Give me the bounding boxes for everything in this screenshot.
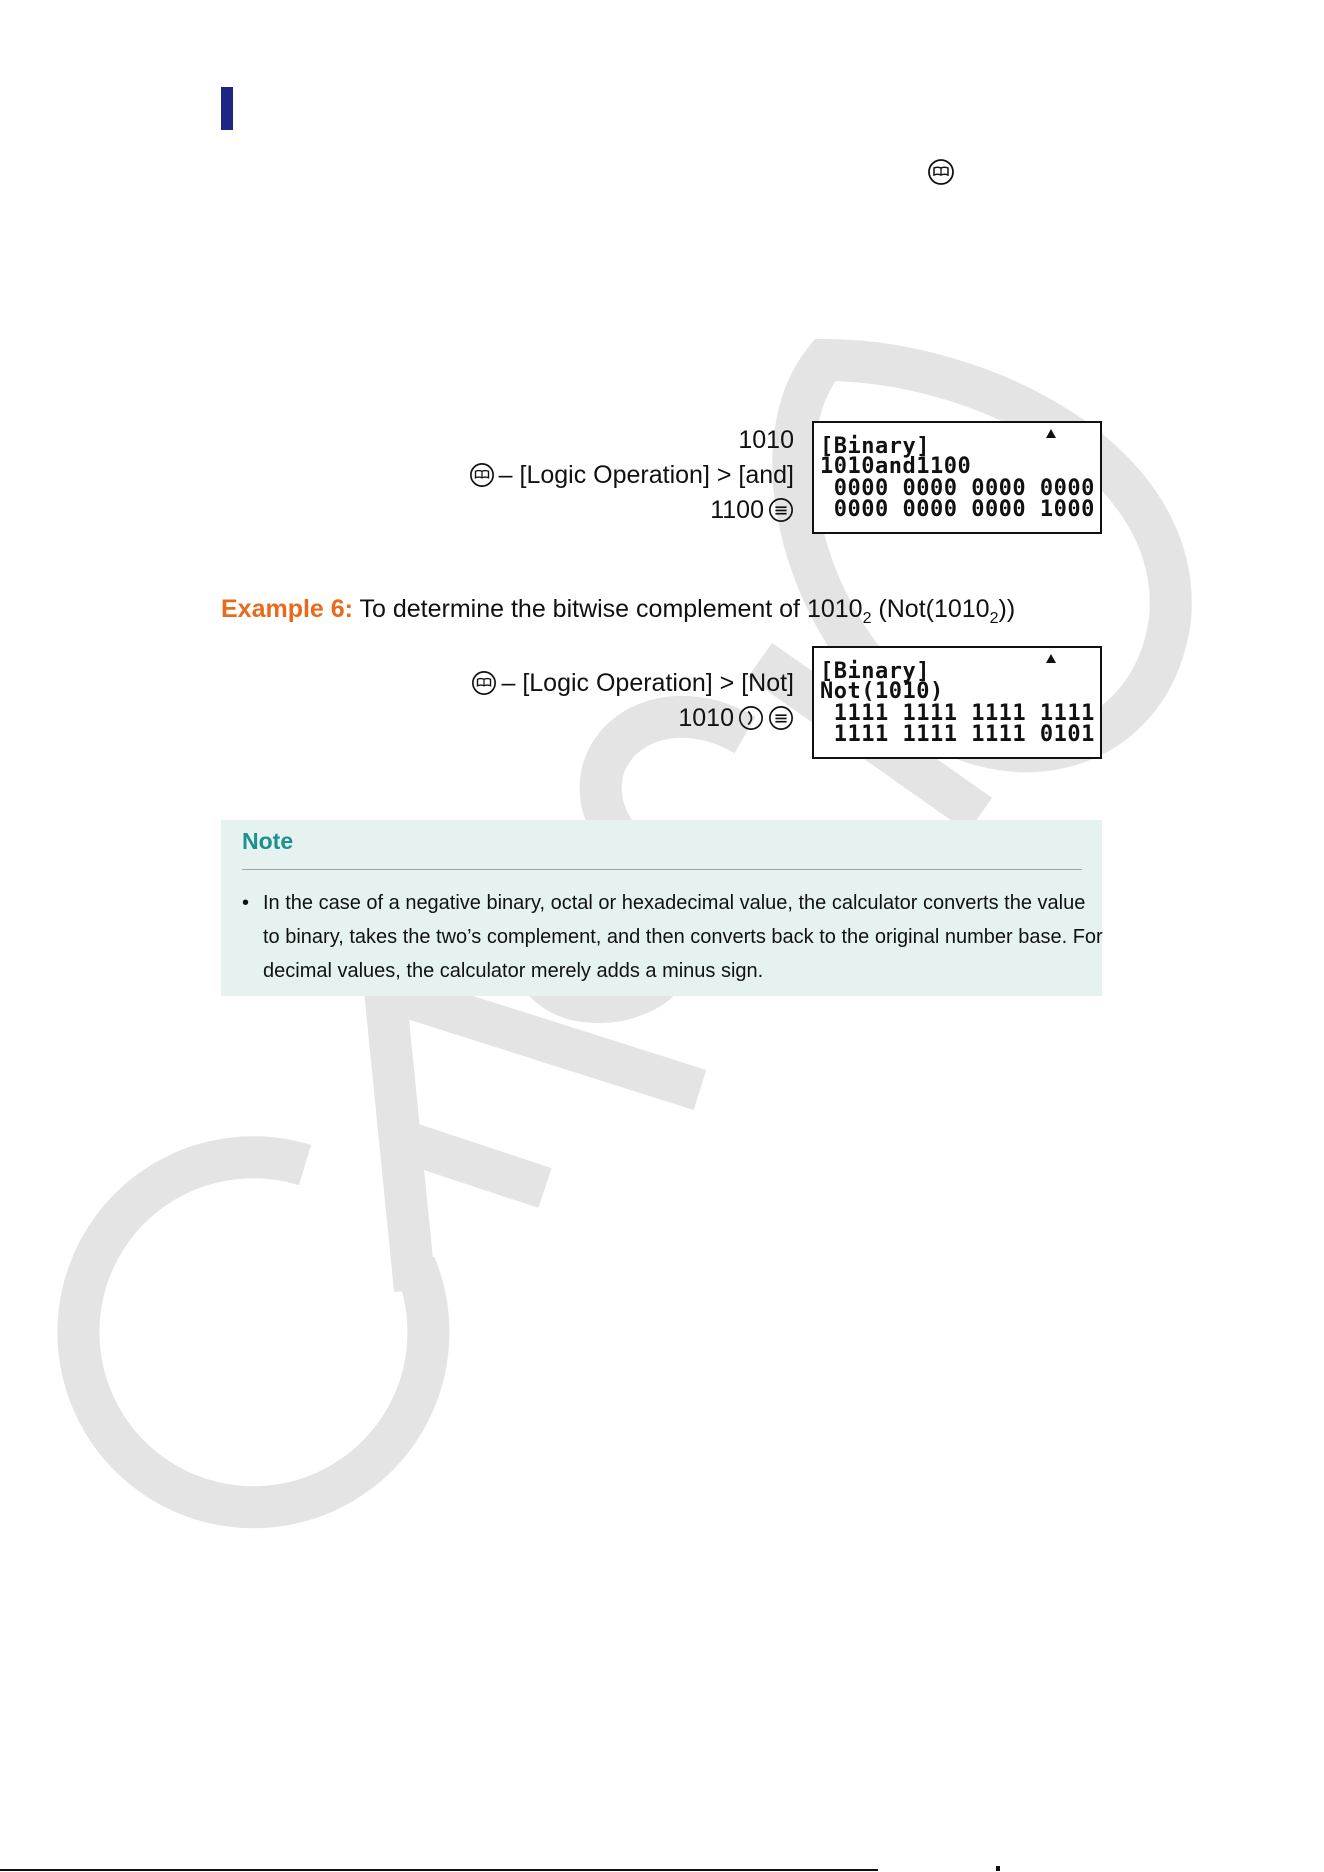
step-line-1100 xyxy=(710,495,794,525)
screen-line: 0000 0000 0000 0000 xyxy=(820,476,1095,501)
catalog-key-icon xyxy=(469,462,495,488)
step-text: 1100 xyxy=(710,496,764,524)
screen-line: Not(1010) xyxy=(820,679,944,704)
step-text: 1010 xyxy=(738,426,794,454)
scroll-up-indicator-icon xyxy=(1046,654,1056,663)
scroll-up-indicator-icon xyxy=(1046,429,1056,438)
screen-line: [Binary] xyxy=(820,659,930,684)
example-text: (Not(1010 xyxy=(871,595,990,623)
footer-mark xyxy=(996,1866,1000,1871)
example-text: To determine the bitwise complement of 1010 xyxy=(353,595,863,623)
example-label: Example 6: xyxy=(221,595,354,623)
note-bullet: • xyxy=(242,892,250,914)
step-text: – [Logic Operation] > [Not] xyxy=(501,669,794,697)
note-text: In the case of a negative binary, octal or hexadecimal value, the calculator converts the value to binary, takes the two’s complement, and then converts back to the original number base. For decimal values, the calculator merely adds a minus sign. xyxy=(263,892,1103,982)
step-text: – [Logic Operation] > [and] xyxy=(498,461,794,489)
step-line-not xyxy=(471,668,794,698)
note-divider xyxy=(242,869,1082,870)
footer-rule xyxy=(0,1869,878,1871)
section-marker-bar xyxy=(221,87,233,130)
note-title: Note xyxy=(242,828,294,854)
screen-line: 1111 1111 1111 1111 xyxy=(820,701,1095,726)
catalog-key-icon xyxy=(927,158,955,191)
equals-key-icon xyxy=(768,705,794,731)
equals-key-icon xyxy=(768,497,794,523)
subscript: 2 xyxy=(989,610,999,627)
step-line-1010-paren xyxy=(678,703,794,733)
step-text: 1010 xyxy=(678,704,734,732)
example-text: )) xyxy=(998,595,1016,623)
note-box xyxy=(221,820,1102,996)
example-6-heading xyxy=(221,593,1015,635)
calculator-screen-and xyxy=(812,421,1102,534)
screen-line: 0000 0000 0000 1000 xyxy=(820,497,1095,522)
watermark-letter-a xyxy=(385,990,700,1290)
subscript: 2 xyxy=(862,610,872,627)
watermark-letter-c xyxy=(78,1157,428,1507)
screen-line: 1010and1100 xyxy=(820,454,972,479)
step-line-1010 xyxy=(738,425,794,455)
screen-line: [Binary] xyxy=(820,434,930,459)
step-line-and xyxy=(469,460,794,490)
right-paren-key-icon xyxy=(738,705,764,731)
catalog-key-icon xyxy=(471,670,497,696)
screen-line: 1111 1111 1111 0101 xyxy=(820,722,1095,747)
calculator-screen-not xyxy=(812,646,1102,759)
